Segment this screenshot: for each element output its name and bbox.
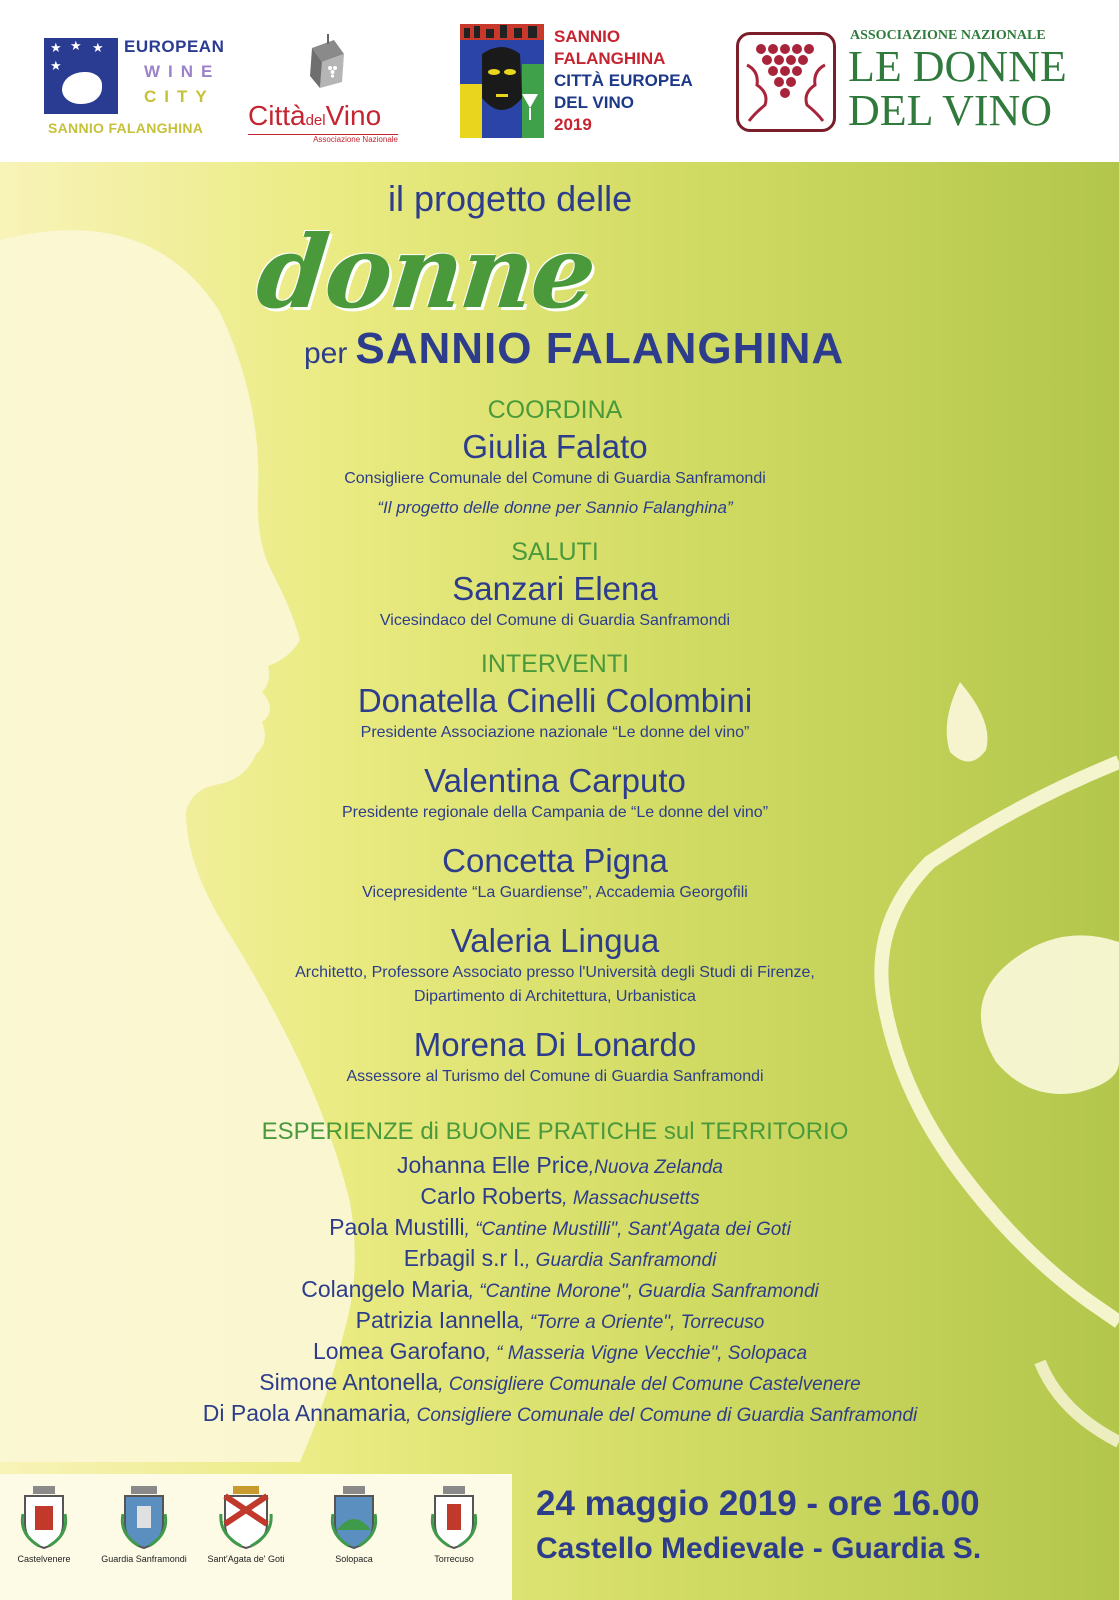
section-esperienze-label: ESPERIENZE di BUONE PRATICHE sul TERRITORIO <box>261 1118 849 1145</box>
crest-name: Torrecuso <box>434 1554 474 1564</box>
wine-box-icon <box>304 32 348 88</box>
experience-detail: , “ Masseria Vigne Vecchie", Solopaca <box>485 1343 808 1364</box>
experience-item <box>150 1276 970 1303</box>
section-coordina-label: COORDINA <box>487 396 623 424</box>
saluti-name: Sanzari Elena <box>452 570 658 607</box>
headline-line3 <box>304 324 844 374</box>
cdv-name-citta: Città <box>248 100 306 131</box>
european-wine-city-mark: ★ ★ ★ ★ <box>44 38 118 114</box>
torrecuso-crest-icon <box>429 1484 479 1550</box>
saluti-role: Vicesindaco del Comune di Guardia Sanframondi <box>379 612 731 629</box>
experience-name: Paola Mustilli <box>329 1214 465 1240</box>
castelvenere-crest-icon <box>19 1484 69 1550</box>
cdv-name-vino: Vino <box>325 100 382 131</box>
experience-item <box>150 1152 970 1179</box>
ewc-line-city: CITY <box>144 87 215 106</box>
citta-del-vino-logo <box>248 32 408 142</box>
crest-guardia-sanframondi <box>94 1484 194 1564</box>
cdv-assoc: Associazione Nazionale <box>248 134 398 144</box>
experience-item <box>150 1369 970 1396</box>
sant-agata-crest-icon <box>219 1484 273 1550</box>
grape-faces-icon <box>736 32 836 132</box>
speaker-name: Donatella Cinelli Colombini <box>357 682 753 719</box>
experience-detail: , Consigliere Comunale del Comune Castelvenere <box>438 1374 861 1395</box>
ldv-assoc: ASSOCIAZIONE NAZIONALE <box>850 28 1046 43</box>
sf-line-del-vino: DEL VINO <box>554 93 634 112</box>
speaker-name: Morena Di Lonardo <box>413 1026 697 1063</box>
speaker-name: Valentina Carputo <box>424 762 686 799</box>
ldv-title-le-donne: LE DONNE <box>848 42 1067 91</box>
experience-item <box>150 1400 970 1427</box>
coordina-role: Consigliere Comunale del Comune di Guardia Sanframondi <box>344 470 766 487</box>
event-date: 24 maggio 2019 - ore 16.00 <box>536 1484 980 1523</box>
speaker-role-line2: Dipartimento di Architettura, Urbanistica <box>414 988 696 1005</box>
ewc-line-sannio: SANNIO FALANGHINA <box>48 120 204 136</box>
experience-detail: ,Nuova Zelanda <box>588 1157 723 1178</box>
speaker-name: Concetta Pigna <box>442 842 668 879</box>
experience-item <box>150 1214 970 1241</box>
speaker-role: Presidente regionale della Campania de “Le donne del vino” <box>341 804 769 821</box>
experience-name: Lomea Garofano <box>312 1338 486 1364</box>
speaker-role: Presidente Associazione nazionale “Le donne del vino” <box>360 724 750 741</box>
crest-castelvenere <box>0 1484 94 1564</box>
face-illustration-icon <box>460 24 544 138</box>
speaker-role: Vicepresidente “La Guardiense”, Accademia Georgofili <box>362 884 748 901</box>
section-saluti-label: SALUTI <box>511 538 599 566</box>
cdv-name-del: del <box>305 112 326 129</box>
sf-line-year: 2019 <box>554 115 592 134</box>
crest-name: Solopaca <box>335 1554 373 1564</box>
experience-detail: , “Cantine Morone", Guardia Sanframondi <box>468 1281 819 1302</box>
ldv-title-del-vino: DEL VINO <box>848 86 1053 135</box>
sf-line-citta-europea: CITTÀ EUROPEA <box>554 71 693 90</box>
le-donne-del-vino-logo <box>736 28 1066 138</box>
headline-per: per <box>304 337 348 370</box>
coordina-project: “Il progetto delle donne per Sannio Falanghina” <box>377 498 733 517</box>
experience-item <box>150 1307 970 1334</box>
headline-donne: donne <box>251 213 600 331</box>
experience-name: Patrizia Iannella <box>355 1307 520 1333</box>
speaker-name: Valeria Lingua <box>450 922 660 959</box>
european-wine-city-logo <box>44 34 224 144</box>
experience-name: Colangelo Maria <box>301 1276 469 1302</box>
event-venue: Castello Medievale - Guardia S. <box>536 1532 982 1565</box>
ewc-line-wine: WINE <box>144 62 221 81</box>
section-interventi-label: INTERVENTI <box>480 650 630 678</box>
experience-detail: , Massachusetts <box>562 1188 700 1209</box>
solopaca-crest-icon <box>329 1484 379 1550</box>
speaker-role: Assessore al Turismo del Comune di Guardia Sanframondi <box>346 1068 764 1085</box>
crest-torrecuso <box>404 1484 504 1564</box>
experience-item <box>150 1183 970 1210</box>
leaf-icon <box>62 72 102 104</box>
experience-item <box>150 1338 970 1365</box>
experience-detail: , Consigliere Comunale del Comune di Guardia Sanframondi <box>406 1405 918 1426</box>
experience-detail: , “Torre a Oriente", Torrecuso <box>519 1312 765 1333</box>
municipality-crests <box>0 1474 512 1600</box>
crest-name: Guardia Sanframondi <box>101 1554 187 1564</box>
experience-name: Erbagil s.r l. <box>403 1245 526 1271</box>
sf-line-falanghina: FALANGHINA <box>554 49 666 68</box>
experience-detail: , “Cantine Mustilli", Sant'Agata dei Goti <box>464 1219 791 1240</box>
coordina-name: Giulia Falato <box>462 428 648 465</box>
experience-detail: , Guardia Sanframondi <box>525 1250 717 1271</box>
logo-strip <box>0 0 1119 162</box>
sf-line-sannio: SANNIO <box>554 27 621 46</box>
experience-name: Simone Antonella <box>259 1369 439 1395</box>
experience-name: Johanna Elle Price <box>397 1152 589 1178</box>
headline-line1: il progetto delle <box>388 178 633 219</box>
crest-name: Sant'Agata de' Goti <box>207 1554 285 1564</box>
crest-sant-agata <box>196 1484 296 1564</box>
experience-item <box>150 1245 970 1272</box>
crest-solopaca <box>304 1484 404 1564</box>
guardia-crest-icon <box>119 1484 169 1550</box>
experience-name: Di Paola Annamaria <box>202 1400 407 1426</box>
experience-name: Carlo Roberts <box>420 1183 563 1209</box>
crest-name: Castelvenere <box>17 1554 71 1564</box>
program-content <box>0 162 1119 1600</box>
headline-sannio-falanghina: SANNIO FALANGHINA <box>355 324 845 373</box>
ewc-line-european: EUROPEAN <box>124 37 225 56</box>
speaker-role: Architetto, Professore Associato presso l'Università degli Studi di Firenze, <box>295 964 815 981</box>
sannio-falanghina-2019-logo <box>460 24 720 144</box>
poster <box>0 162 1119 1600</box>
